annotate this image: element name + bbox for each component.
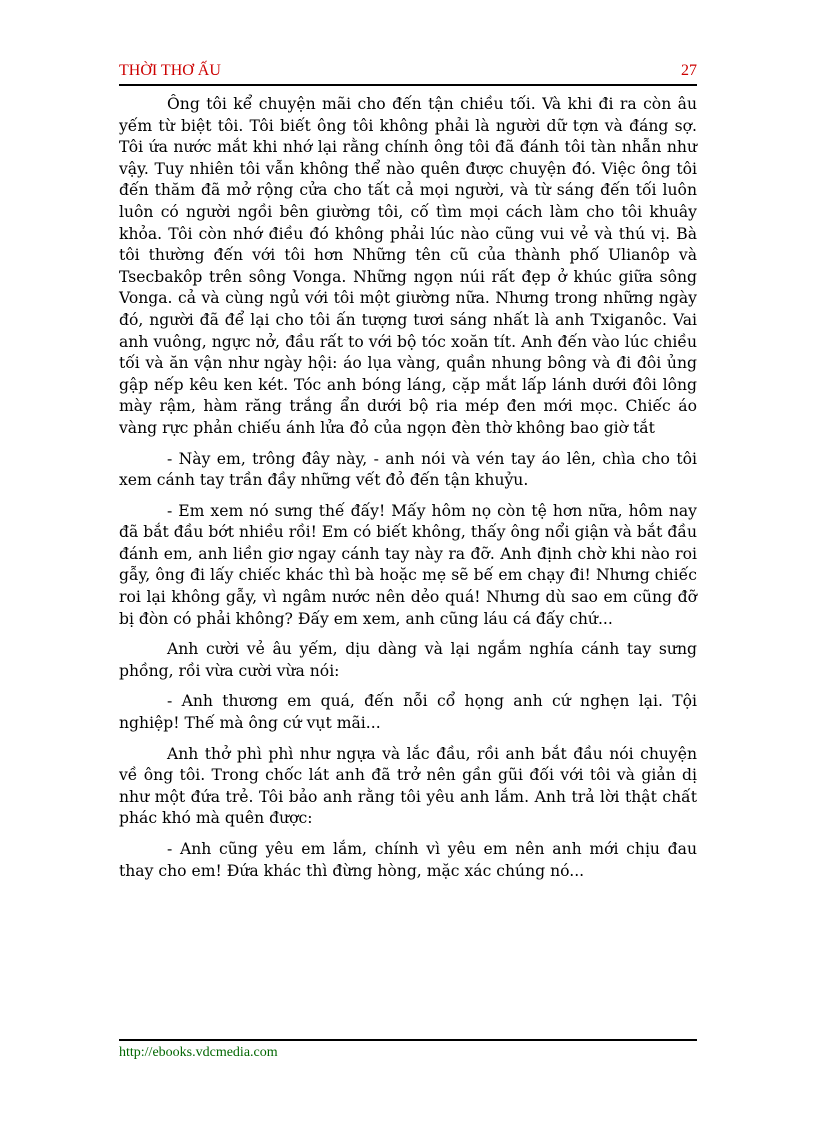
- book-title: THỜI THƠ ẤU: [119, 62, 221, 79]
- paragraph: - Này em, trông đây này, - anh nói và vén tay áo lên, chìa cho tôi xem cánh tay trần đầy những vết đỏ đến tận khuỷu.: [119, 449, 697, 490]
- page-number: 27: [681, 62, 697, 79]
- page-header: [119, 60, 697, 84]
- paragraph: Anh cười vẻ âu yếm, dịu dàng và lại ngắm nghía cánh tay sưng phồng, rồi vừa cười vừa nói:: [119, 640, 697, 680]
- paragraph: Anh thở phì phì như ngựa và lắc đầu, rồi anh bắt đầu nói chuyện về ông tôi. Trong chốc lát anh đã trở nên gần gũi đối với tôi và giản dị như một đứa trẻ. Tôi bảo anh rằng tôi yêu anh lắm. Anh trả lời thật chất phác khó mà quên được:: [119, 744, 697, 828]
- paragraph: Ông tôi kể chuyện mãi cho đến tận chiều tối. Và khi đi ra còn âu yếm từ biệt tôi. Tôi biết ông tôi không phải là người dữ tợn và đáng sợ. Tôi ứa nước mắt khi nhớ lại rằng chính ông tôi đã đánh tôi tàn nhẫn như vậy. Tuy nhiên tôi vẫn không thể nào quên được chuyện đó. Việc ông tôi đến thăm đã mở rộng cửa cho tất cả mọi người, và từ sáng đến tối luôn luôn có người ngồi bên giường tôi, cố tìm mọi cách làm cho tôi khuây khỏa. Tôi còn nhớ điều đó không phải lúc nào cũng vui vẻ và thú vị. Bà tôi thường đến với tôi hơn Những tên cũ của thành phố Ulianôp và Tsecbakôp trên sông Vonga. Những ngọn núi rất đẹp ở khúc giữa sông Vonga. cả và cùng ngủ với tôi một giường nữa. Nhưng trong những ngày đó, người đã để lại cho tôi ấn tượng tươi sáng nhất là anh Txiganôc. Vai anh vuông, ngực nở, đầu rất to với bộ tóc xoăn tít. Anh đến vào lúc chiều tối và ăn vận như ngày hội: áo lụa vàng, quần nhung bông và đi đôi ủng gập nếp kêu ken két. Tóc anh bóng láng, cặp mắt lấp lánh dưới đôi lông mày rậm, hàm răng trắng ẩn dưới bộ ria mép đen mới mọc. Chiếc áo vàng rực phản chiếu ánh lửa đỏ của ngọn đèn thờ không bao giờ tắt: [119, 95, 697, 437]
- page-body: [119, 94, 697, 891]
- paragraph: - Anh thương em quá, đến nỗi cổ họng anh cứ nghẹn lại. Tội nghiệp! Thế mà ông cứ vụt mãi...: [119, 692, 697, 733]
- footer-url[interactable]: http://ebooks.vdcmedia.com: [119, 1045, 278, 1060]
- footer-divider: [119, 1039, 697, 1041]
- paragraph: - Em xem nó sưng thế đấy! Mấy hôm nọ còn tệ hơn nữa, hôm nay đã bắt đầu bớt nhiều rồi! Em có biết không, thấy ông nổi giận và bắt đầu đánh em, anh liền giơ ngay cánh tay này ra đỡ. Anh định chờ khi nào roi gẫy, ông đi lấy chiếc khác thì bà hoặc mẹ sẽ bế em chạy đi! Nhưng chiếc roi lại không gẫy, vì ngâm nước nên dẻo quá! Nhưng dù sao em cũng đỡ bị đòn có phải không? Đấy em xem, anh cũng láu cá đấy chứ...: [119, 501, 697, 628]
- header-divider: [119, 84, 697, 86]
- paragraph: - Anh cũng yêu em lắm, chính vì yêu em nên anh mới chịu đau thay cho em! Đứa khác thì đừng hòng, mặc xác chúng nó...: [119, 840, 697, 880]
